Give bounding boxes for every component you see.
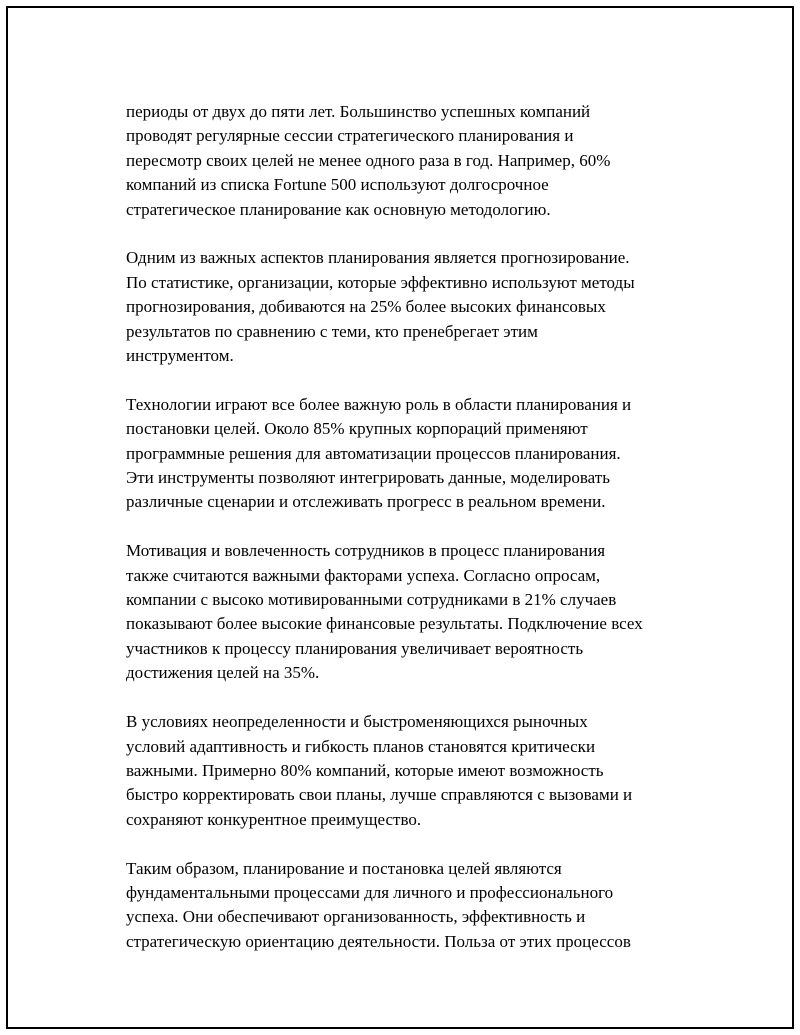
text-line: проводят регулярные сессии стратегического планирования и xyxy=(126,126,574,146)
paragraph xyxy=(126,100,716,222)
text-line: компаний из списка Fortune 500 используют долгосрочное xyxy=(126,175,549,195)
paragraph xyxy=(126,857,716,955)
text-line: В условиях неопределенности и быстроменяющихся рыночных xyxy=(126,712,588,732)
text-line: Одним из важных аспектов планирования является прогнозирование. xyxy=(126,248,630,268)
paragraph xyxy=(126,393,716,515)
text-line: стратегическую ориентацию деятельности. Польза от этих процессов xyxy=(126,931,631,951)
paragraph xyxy=(126,539,716,685)
text-line: важными. Примерно 80% компаний, которые имеют возможность xyxy=(126,760,604,780)
text-line: показывают более высокие финансовые результаты. Подключение всех xyxy=(126,614,643,634)
text-line: прогнозирования, добиваются на 25% более высоких финансовых xyxy=(126,297,606,317)
text-line: сохраняют конкурентное преимущество. xyxy=(126,809,422,829)
text-line: Эти инструменты позволяют интегрировать данные, моделировать xyxy=(126,468,610,488)
text-line: условий адаптивность и гибкость планов становятся критически xyxy=(126,736,596,756)
page-frame xyxy=(6,6,794,1029)
paragraph xyxy=(126,246,716,368)
paragraph xyxy=(126,710,716,832)
text-line: быстро корректировать свои планы, лучше справляются с вызовами и xyxy=(126,785,633,805)
text-line: достижения целей на 35%. xyxy=(126,663,320,683)
text-line: фундаментальными процессами для личного и профессионального xyxy=(126,882,614,902)
text-line: стратегическое планирование как основную методологию. xyxy=(126,199,551,219)
document-body xyxy=(126,100,716,954)
text-line: также считаются важными факторами успеха. Согласно опросам, xyxy=(126,565,601,585)
text-line: Таким образом, планирование и постановка целей являются xyxy=(126,858,562,878)
text-line: периоды от двух до пяти лет. Большинство успешных компаний xyxy=(126,102,591,121)
text-line: различные сценарии и отслеживать прогресс в реальном времени. xyxy=(126,492,606,512)
text-line: компании с высоко мотивированными сотрудниками в 21% случаев xyxy=(126,590,617,610)
text-line: участников к процессу планирования увеличивает вероятность xyxy=(126,638,584,658)
text-line: результатов по сравнению с теми, кто пренебрегает этим xyxy=(126,321,538,341)
text-line: Мотивация и вовлеченность сотрудников в процесс планирования xyxy=(126,541,606,561)
text-line: успеха. Они обеспечивают организованность, эффективность и xyxy=(126,907,586,927)
text-line: Технологии играют все более важную роль в области планирования и xyxy=(126,394,632,414)
text-line: постановки целей. Около 85% крупных корпораций применяют xyxy=(126,419,588,439)
text-line: По статистике, организации, которые эффективно используют методы xyxy=(126,272,635,292)
text-line: программные решения для автоматизации процессов планирования. xyxy=(126,443,621,463)
text-line: инструментом. xyxy=(126,346,234,366)
text-line: пересмотр своих целей не менее одного раза в год. Например, 60% xyxy=(126,150,611,170)
